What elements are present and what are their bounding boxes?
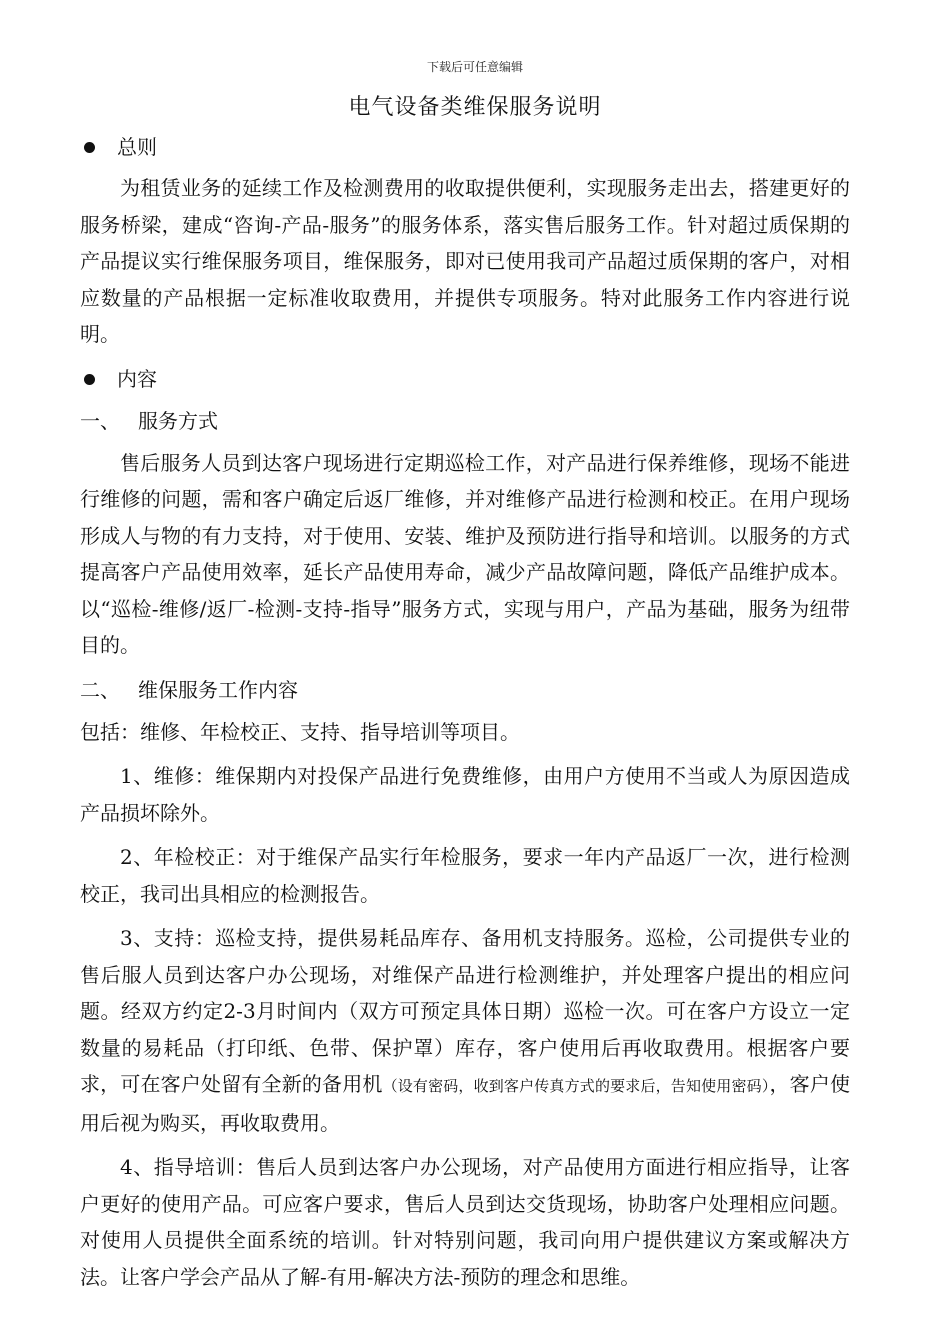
bullet-icon xyxy=(84,142,95,153)
subsection-title: 服务方式 xyxy=(138,408,218,433)
item-annual-calibration: 2、年检校正：对于维保产品实行年检服务，要求一年内产品返厂一次，进行检测校正，我司出具相应的检测报告。 xyxy=(80,845,850,906)
item-support-end: ，客户使用后视为购买，再收取费用。 xyxy=(80,1072,851,1135)
item-support xyxy=(80,920,850,1141)
document-title: 电气设备类维保服务说明 xyxy=(348,95,602,120)
work-content-intro: 包括：维修、年检校正、支持、指导培训等项目。 xyxy=(80,719,520,744)
subsection-title: 维保服务工作内容 xyxy=(138,677,298,702)
subsection-number: 二、 xyxy=(80,677,120,702)
section-heading-general xyxy=(80,128,850,166)
item-training: 4、指导培训：售后人员到达客户办公现场，对产品使用方面进行相应指导，让客户更好的使用产品。可应客户要求，售后人员到达交货现场，协助客户处理相应问题。对使用人员提供全面系统的培训。针对特别问题，我司向用户提供建议方案或解决方法。让客户学会产品从了解-有用-解决方法-预防的理念和思维。 xyxy=(80,1155,850,1289)
subsection-heading-service-mode xyxy=(80,403,850,441)
document-body xyxy=(80,128,850,1303)
header-note: 下载后可任意编辑 xyxy=(426,60,523,74)
section-heading-label: 总则 xyxy=(117,134,157,159)
general-paragraph: 为租赁业务的延续工作及检测费用的收取提供便利，实现服务走出去，搭建更好的服务桥梁，建成“咨询-产品-服务”的服务体系，落实售后服务工作。针对超过质保期的产品提议实行维保服务项目，维保服务，即对已使用我司产品超过质保期的客户，对相应数量的产品根据一定标准收取费用，并提供专项服务。特对此服务工作内容进行说明。 xyxy=(80,176,850,346)
bullet-icon xyxy=(84,374,95,385)
item-repair: 1、维修：维保期内对投保产品进行免费维修，由用户方使用不当或人为原因造成产品损坏除外。 xyxy=(80,764,850,825)
subsection-heading-work-content xyxy=(80,672,850,710)
item-support-note: （设有密码，收到客户传真方式的要求后，告知使用密码） xyxy=(382,1077,770,1095)
subsection-number: 一、 xyxy=(80,408,120,433)
item-support-main: 3、支持：巡检支持，提供易耗品库存、备用机支持服务。巡检，公司提供专业的售后服人员到达客户办公现场，对维保产品进行检测维护，并处理客户提出的相应问题。经双方约定2-3月时间内（双方可预定具体日期）巡检一次。可在客户方设立一定数量的易耗品（打印纸、色带、保护罩）库存，客户使用后再收取费用。根据客户要求，可在客户处留有全新的备用机 xyxy=(80,926,850,1096)
section-heading-label: 内容 xyxy=(117,367,157,392)
section-heading-content xyxy=(80,361,850,399)
service-mode-paragraph: 售后服务人员到达客户现场进行定期巡检工作，对产品进行保养维修，现场不能进行维修的问题，需和客户确定后返厂维修，并对维修产品进行检测和校正。在用户现场形成人与物的有力支持，对于使用、安装、维护及预防进行指导和培训。以服务的方式提高客户产品使用效率，延长产品使用寿命，减少产品故障问题，降低产品维护成本。以“巡检-维修/返厂-检测-支持-指导”服务方式，实现与用户，产品为基础，服务为纽带目的。 xyxy=(80,450,850,657)
